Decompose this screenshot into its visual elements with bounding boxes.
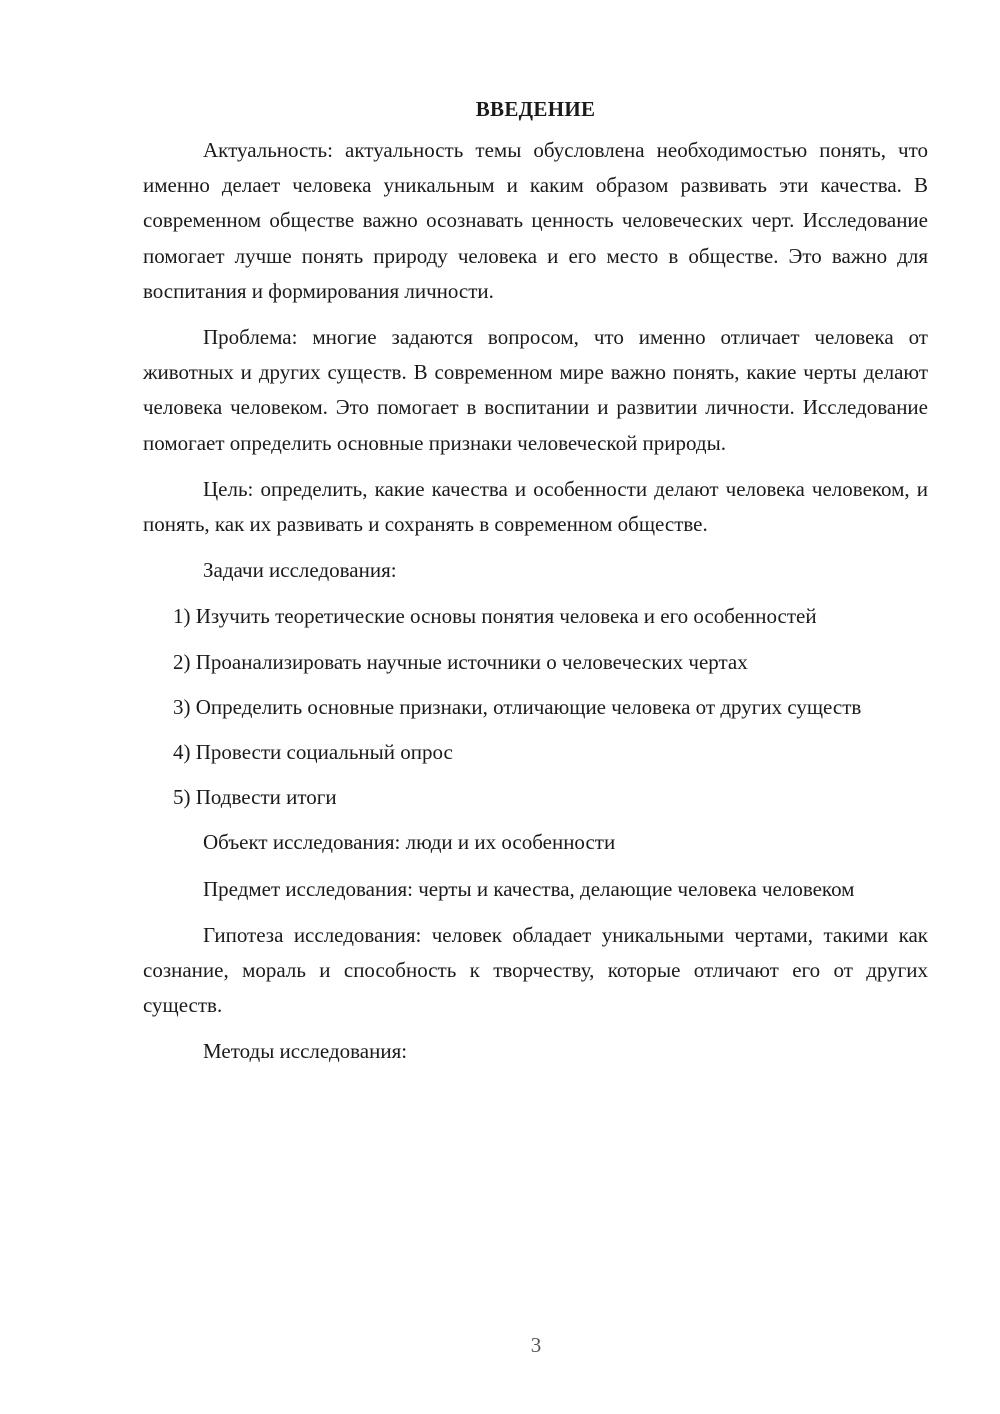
task-item-3: 3) Определить основные признаки, отличающие человека от других существ bbox=[173, 694, 862, 719]
section-heading: ВВЕДЕНИЕ bbox=[475, 97, 596, 121]
document-page bbox=[143, 92, 928, 1081]
task-item-5: 5) Подвести итоги bbox=[173, 785, 337, 810]
problem-paragraph: Проблема: многие задаются вопросом, что именно отличает человека от животных и других существ. В современном мире важно понять, какие черты делают человека человеком. Это помогает в воспитании и развитии личности. Исследование помогает определить основные признаки человеческой природы. bbox=[143, 325, 928, 455]
page-number: 3 bbox=[530, 1333, 542, 1357]
object-paragraph: Объект исследования: люди и их особенности bbox=[203, 830, 616, 855]
hypothesis-paragraph: Гипотеза исследования: человек обладает уникальными чертами, такими как сознание, мораль и способность к творчеству, которые отличают его от других существ. bbox=[143, 922, 928, 1018]
goal-paragraph: Цель: определить, какие качества и особенности делают человека человеком, и понять, как их развивать и сохранять в современном обществе. bbox=[143, 476, 928, 537]
subject-paragraph: Предмет исследования: черты и качества, делающие человека человеком bbox=[203, 876, 855, 901]
task-item-4: 4) Провести социальный опрос bbox=[173, 740, 453, 765]
task-item-2: 2) Проанализировать научные источники о человеческих чертах bbox=[173, 649, 748, 674]
tasks-heading: Задачи исследования: bbox=[203, 558, 397, 583]
task-item-1: 1) Изучить теоретические основы понятия человека и его особенностей bbox=[173, 604, 817, 629]
methods-heading: Методы исследования: bbox=[203, 1039, 408, 1064]
relevance-paragraph: Актуальность: актуальность темы обусловлена необходимостью понять, что именно делает человека уникальным и каким образом развивать эти качества. В современном обществе важно осознавать ценность человеческих черт. Исследование помогает лучше понять природу человека и его место в обществе. Это важно для воспитания и формирования личности. bbox=[143, 138, 928, 303]
